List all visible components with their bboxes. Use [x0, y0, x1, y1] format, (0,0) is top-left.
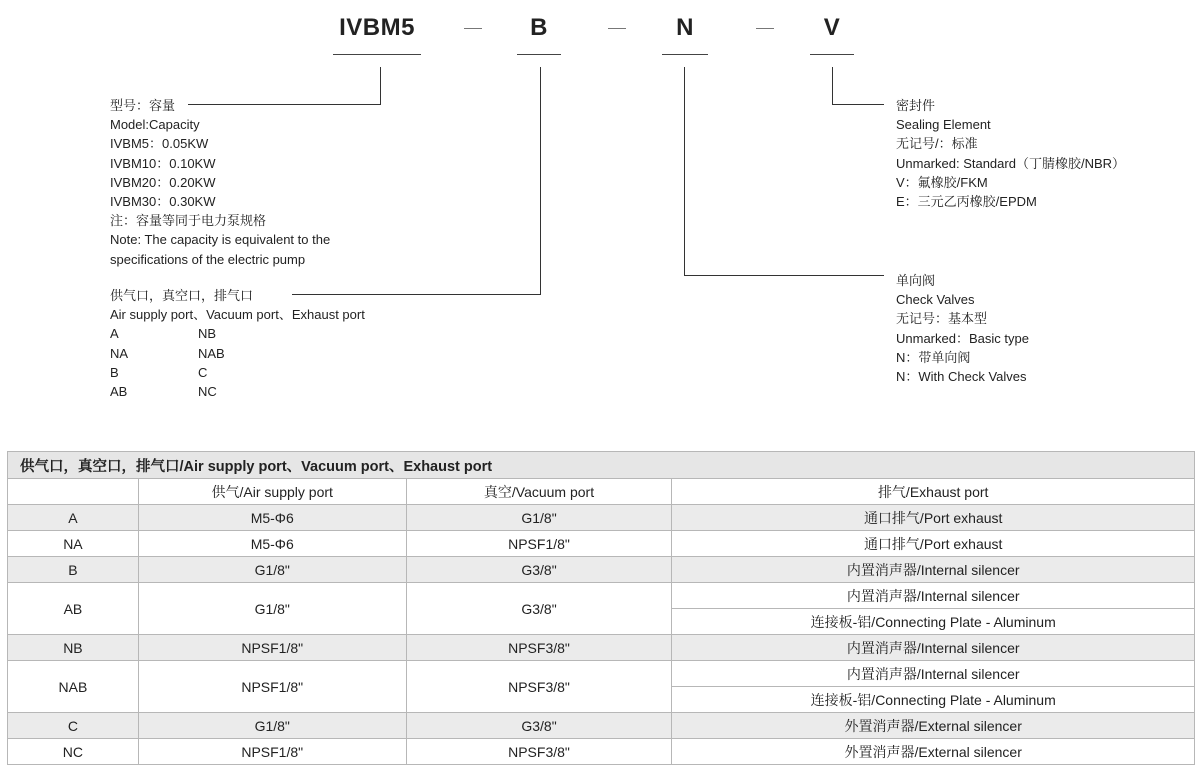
- check-valve-line: N：With Check Valves: [896, 369, 1027, 385]
- table-row: [8, 635, 1195, 661]
- capacity-heading-en: Model:Capacity: [110, 117, 200, 133]
- cell-exhaust: 内置消声器/Internal silencer: [672, 661, 1195, 687]
- sealing-heading-cn: 密封件: [896, 98, 936, 113]
- table-title: 供气口，真空口，排气口/Air supply port、Vacuum port、Exhaust port: [8, 452, 1195, 479]
- code-underline-check-valve: [662, 54, 708, 55]
- cell-vacuum: NPSF3/8": [406, 661, 672, 713]
- cell-code: B: [8, 557, 139, 583]
- table-header-row: [8, 479, 1195, 505]
- cell-exhaust: 内置消声器/Internal silencer: [672, 557, 1195, 583]
- sealing-heading-en: Sealing Element: [896, 117, 991, 133]
- table-row: [8, 739, 1195, 765]
- cell-code: A: [8, 505, 139, 531]
- port-spec-table: [7, 451, 1195, 765]
- cell-air-supply: G1/8": [138, 557, 406, 583]
- column-header: 供气/Air supply port: [138, 479, 406, 505]
- cell-exhaust: 内置消声器/Internal silencer: [672, 583, 1195, 609]
- code-underline-capacity: [333, 54, 421, 55]
- sealing-line: V：氟橡胶/FKM: [896, 174, 988, 190]
- cell-code: NAB: [8, 661, 139, 713]
- table-row: [8, 557, 1195, 583]
- cell-vacuum: G3/8": [406, 557, 672, 583]
- capacity-note-en: specifications of the electric pump: [110, 251, 306, 267]
- port-option: NAB: [198, 345, 225, 361]
- cell-air-supply: NPSF1/8": [138, 635, 406, 661]
- capacity-heading-cn: 型号：容量: [110, 98, 176, 113]
- column-header: 排气/Exhaust port: [672, 479, 1195, 505]
- capacity-block: [110, 96, 330, 269]
- cell-exhaust: 连接板-铝/Connecting Plate - Aluminum: [672, 687, 1195, 713]
- cell-code: NA: [8, 531, 139, 557]
- table-title-row: [8, 452, 1195, 479]
- port-option: NC: [198, 384, 217, 400]
- capacity-item: IVBM10：0.10KW: [110, 155, 216, 171]
- table-row: [8, 583, 1195, 609]
- cell-vacuum: G1/8": [406, 505, 672, 531]
- capacity-item: IVBM30：0.30KW: [110, 194, 216, 210]
- port-option: B: [110, 364, 119, 380]
- sealing-block: [896, 96, 1125, 211]
- capacity-note-en: Note: The capacity is equivalent to the: [110, 232, 331, 248]
- model-code-segment-seal: V: [823, 14, 841, 41]
- cell-exhaust: 内置消声器/Internal silencer: [672, 635, 1195, 661]
- check-valve-line: N：带单向阀: [896, 349, 971, 365]
- check-valve-line: 无记号：基本型: [896, 311, 988, 327]
- cell-code: NB: [8, 635, 139, 661]
- column-header: 真空/Vacuum port: [406, 479, 672, 505]
- ports-option-row: [110, 344, 365, 363]
- cell-air-supply: M5-Φ6: [138, 531, 406, 557]
- ports-option-row: [110, 363, 365, 382]
- check-valve-line: Unmarked：Basic type: [896, 330, 1029, 346]
- model-code-segment-check-valve: N: [676, 14, 694, 41]
- cell-air-supply: M5-Φ6: [138, 505, 406, 531]
- cell-exhaust: 通口排气/Port exhaust: [672, 531, 1195, 557]
- cell-code: C: [8, 713, 139, 739]
- capacity-item: IVBM20：0.20KW: [110, 174, 216, 190]
- table-row: [8, 713, 1195, 739]
- check-valve-block: [896, 271, 1029, 386]
- column-header: [8, 479, 139, 505]
- cell-air-supply: G1/8": [138, 713, 406, 739]
- check-valve-heading-cn: 单向阀: [896, 273, 936, 288]
- sealing-line: 无记号/：标准: [896, 136, 978, 152]
- cell-code: NC: [8, 739, 139, 765]
- code-separator-3: [756, 28, 774, 29]
- cell-exhaust: 通口排气/Port exhaust: [672, 505, 1195, 531]
- code-underline-seal: [810, 54, 854, 55]
- cell-code: AB: [8, 583, 139, 635]
- capacity-item: IVBM5：0.05KW: [110, 136, 209, 152]
- cell-air-supply: G1/8": [138, 583, 406, 635]
- leader-line-seal: [832, 67, 833, 105]
- sealing-line: Unmarked: Standard（丁腈橡胶/NBR）: [896, 155, 1126, 171]
- code-underline-ports: [517, 54, 561, 55]
- model-code-segment-capacity: IVBM5: [339, 14, 415, 41]
- model-code-segment-ports: B: [530, 14, 548, 41]
- capacity-note-cn: 注：容量等同于电力泵规格: [110, 213, 267, 229]
- code-separator-2: [608, 28, 626, 29]
- port-option: C: [198, 364, 208, 380]
- leader-line-check-valve: [684, 275, 884, 276]
- leader-line-ports: [540, 67, 541, 295]
- sealing-line: E：三元乙丙橡胶/EPDM: [896, 194, 1037, 210]
- leader-line-check-valve: [684, 67, 685, 276]
- leader-line-capacity: [380, 67, 381, 105]
- cell-vacuum: NPSF1/8": [406, 531, 672, 557]
- port-option: AB: [110, 384, 128, 400]
- cell-vacuum: G3/8": [406, 713, 672, 739]
- cell-air-supply: NPSF1/8": [138, 739, 406, 765]
- cell-vacuum: NPSF3/8": [406, 739, 672, 765]
- ports-heading-en: Air supply port、Vacuum port、Exhaust port: [110, 307, 365, 323]
- leader-line-seal: [832, 104, 884, 105]
- table-row: [8, 505, 1195, 531]
- port-option: A: [110, 326, 119, 342]
- cell-vacuum: G3/8": [406, 583, 672, 635]
- check-valve-heading-en: Check Valves: [896, 292, 975, 308]
- ports-block: [110, 286, 365, 401]
- ports-option-row: [110, 324, 365, 343]
- code-separator-1: [464, 28, 482, 29]
- cell-exhaust: 连接板-铝/Connecting Plate - Aluminum: [672, 609, 1195, 635]
- ports-option-row: [110, 382, 365, 401]
- cell-exhaust: 外置消声器/External silencer: [672, 739, 1195, 765]
- cell-vacuum: NPSF3/8": [406, 635, 672, 661]
- table-row: [8, 661, 1195, 687]
- cell-air-supply: NPSF1/8": [138, 661, 406, 713]
- port-option: NA: [110, 345, 129, 361]
- ports-heading-cn: 供气口，真空口，排气口: [110, 288, 254, 303]
- cell-exhaust: 外置消声器/External silencer: [672, 713, 1195, 739]
- table-row: [8, 531, 1195, 557]
- port-option: NB: [198, 326, 217, 342]
